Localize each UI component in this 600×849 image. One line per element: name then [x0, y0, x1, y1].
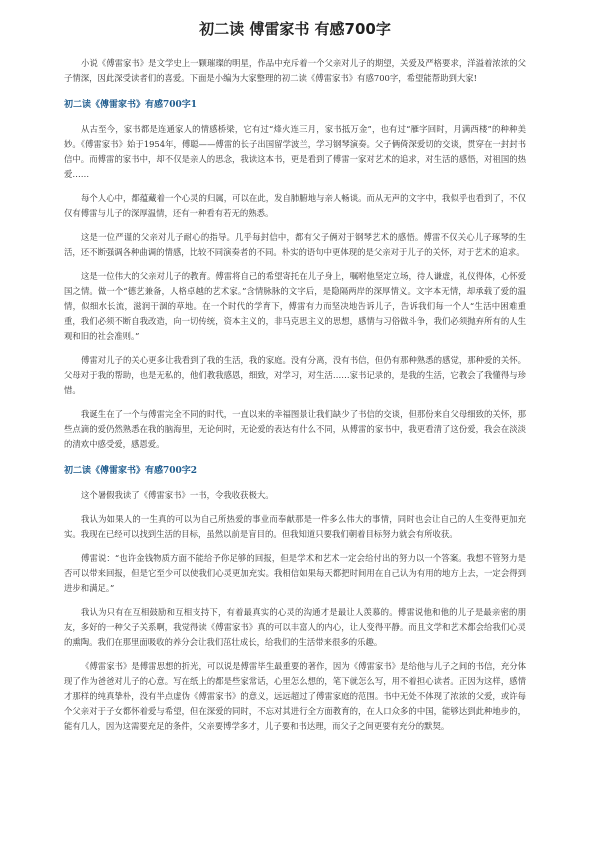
paragraph: 傅雷对儿子的关心更多让我看到了我的生活，我的家庭。没有分离，没有书信，但仍有那种熟悉的感觉，那种爱的关怀。父母对于我的帮助，也是无私的，他们教我感恩，细致，对学习，对生活……家书记录的，是我的生活，它教会了我懂得与珍惜。 — [64, 355, 526, 395]
paragraph: 我认为如果人的一生真的可以为自己所热爱的事业而奉献那是一件多么伟大的事情，同时也会让自己的人生变得更加充实。我现在已经可以找到生活的目标，虽然以前是盲目的。但我知道只要我们朝着目标努力就会有所收获。 — [64, 514, 526, 539]
paragraph: 《傅雷家书》是傅雷思想的折光，可以说是傅雷毕生最重要的著作，因为《傅雷家书》是给他与儿子之间的书信，充分体现了作为爸爸对儿子的心意。写在纸上的都是些家常话，心里怎么想的，笔下就怎么写，用不着担心读者。正因为这样，感情才那样的纯真挚朴，没有半点虚伪《傅雷家书》的意义，远远超过了傅雷家庭的范围。书中无处不体现了浓浓的父爱，或许每个父亲对于子女都怀着爱与希望，但在深爱的同时，不忘对其进行全方面教育的，在人口众多的中国，能够达到此种地步的，能有几人，因为这需要充足的条件，父亲要博学多才，儿子要和书达理，而父子之间更要有充分的默契。 — [64, 661, 526, 731]
section-heading: 初二读《傅雷家书》有感700字1 — [64, 100, 198, 110]
paragraph: 这是一位伟大的父亲对儿子的教育。傅雷将自己的希望寄托在儿子身上，嘱咐他坚定立场，待人谦虚，礼仪得体，心怀爱国之情。做一个“德艺兼备，人格卓越的艺术家。”含情脉脉的文字后，是隐隔两岸的深厚情义。文字本无情，却承载了爱的温情，似细水长流，滋润干涸的草地。在一个时代的学育下，傅雷有力而坚决地告诉儿子，告诉我们每一个人“生活中困难重重，我们必须不断自我改造，向一切传统，资本主义的，非马克思主义的思想，感情与习俗做斗争，我们必须抛弃所有的人生观和旧的社会准则。” — [64, 271, 526, 341]
paragraph: 我认为只有在互相鼓励和互相支持下，有着最真实的心灵的沟通才是最让人羡慕的。傅雷说他和他的儿子是最亲密的朋友，多好的一种父子关系啊，我觉得读《傅雷家书》真的可以丰富人的内心，让人变得平静。而且文学和艺术都会给我们心灵的熏陶。我们在那里面吸收的养分会让我们茁壮成长，给我们的生活带来很多的乐趣。 — [64, 607, 526, 647]
paragraph: 我诞生在了一个与傅雷完全不同的时代，一直以来的幸福图景让我们缺少了书信的交谈，但那份来自父母细致的关怀，那些点滴的爱仍然熟悉在我的脑海里，无论何时，无论爱的表达有什么不同，从傅雷的家书中，我更看清了这份爱，我会在淡淡的清欢中感受爱，感恩爱。 — [64, 409, 526, 449]
section-2 — [64, 464, 526, 734]
paragraph: 从古至今，家书都是连通家人的情感桥梁，它有过“烽火连三月，家书抵万金”，也有过“雁字回时，月满西楼”的种种美妙。《傅雷家书》始于1954年，傅聪——傅雷的长子出国留学波兰，学习钢琴演奏。父子俩倚深爱切的交谈，贯穿在一封封书信中。而傅雷的家书中，却不仅是亲人的思念，我读这本书，更是看到了傅雷一家对艺术的追求，对生活的感悟，对祖国的热爱…… — [64, 124, 526, 179]
paragraph: 这个暑假我读了《傅雷家书》一书，令我收获极大。 — [81, 490, 274, 500]
section-heading: 初二读《傅雷家书》有感700字2 — [64, 466, 198, 476]
paragraph: 每个人心中，都蕴藏着一个心灵的归属，可以在此，发自肺腑地与亲人畅谈。而从无声的文字中，我似乎也看到了，不仅仅有傅雷与儿子的深厚温情，还有一种看有若无的熟悉。 — [64, 193, 526, 218]
paragraph: 这是一位严谨的父亲对儿子耐心的指导。几乎每封信中，都有父子俩对于钢琴艺术的感悟。傅雷不仅关心儿子琢琴的生活，还不断强调各种曲调的情感，比较不同演奏者的不同。朴实的语句中更体现的是父亲对于儿子的关怀，对于艺术的追求。 — [64, 232, 526, 257]
intro-paragraph: 小说《傅雷家书》是文学史上一颗璀璨的明星，作品中充斥着一个父亲对儿子的期望，关爱及严格要求，洋溢着浓浓的父子情深，因此深受读者们的喜爱。下面是小编为大家整理的初二读《傅雷家书》有感700字，希望能帮助到大家! — [64, 58, 526, 83]
page-title: 初二读 傅雷家书 有感700字 — [199, 20, 391, 38]
paragraph: 傅雷说：“也许金钱物质方面不能给予你足够的回报，但是学术和艺术一定会给付出的努力以一个答案。我想不管努力是否可以带来回报，但是它至少可以使我们心灵更加充实。我相信如果每天都把时间用在自己认为有用的地方上去，一定会得到进步和满足。” — [64, 553, 526, 593]
section-1 — [64, 98, 526, 452]
